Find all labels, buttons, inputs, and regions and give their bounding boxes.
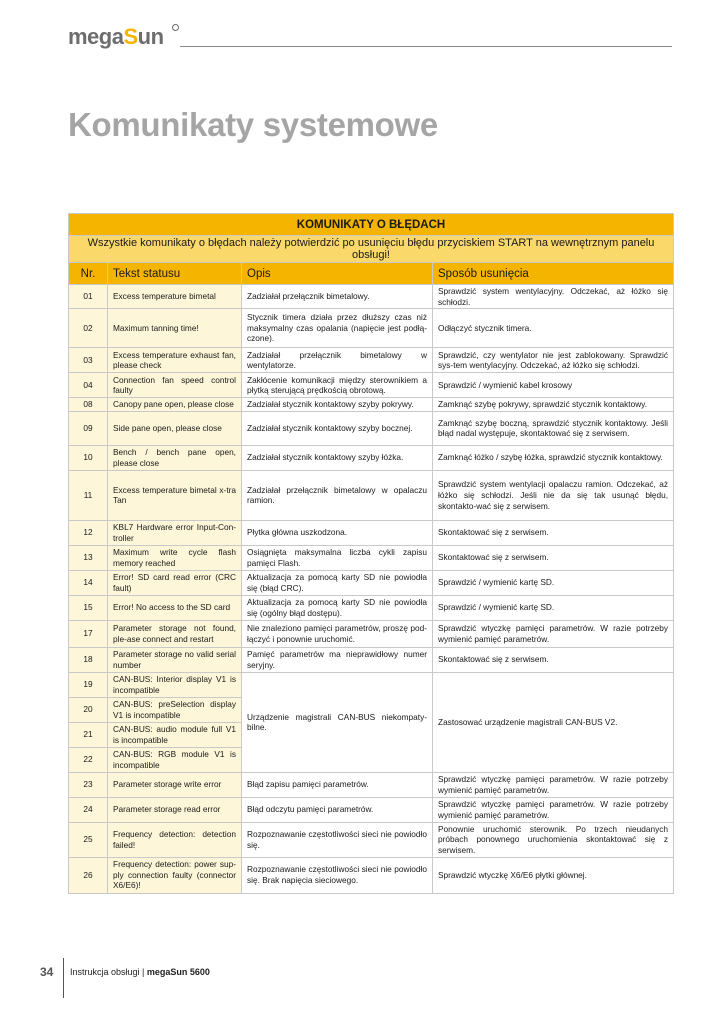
table-row <box>69 822 674 857</box>
row-nr: 26 <box>69 857 108 893</box>
row-fix: Skontaktować się z serwisem. <box>433 545 674 570</box>
row-status: CAN-BUS: RGB module V1 is incompatible <box>108 747 242 772</box>
row-nr: 21 <box>69 722 108 747</box>
footer-manual-label: Instrukcja obsługi | <box>70 967 147 977</box>
row-opis: Osiągnięta maksymalna liczba cykli zapisu pamięci Flash. <box>242 545 433 570</box>
error-messages-table <box>68 213 674 894</box>
header-divider <box>180 46 672 47</box>
row-status: Maximum write cycle flash memory reached <box>108 545 242 570</box>
row-opis: Nie znaleziono pamięci parametrów, proszę pod-łączyć i ponownie uruchomić. <box>242 620 433 647</box>
row-opis: Rozpoznawanie częstotliwości sieci nie powiodło się. <box>242 822 433 857</box>
row-fix: Sprawdzić, czy wentylator nie jest zablokowany. Sprawdzić sys-tem wentylacyjny. Odczekać, aż łóżko się schłodzi. <box>433 348 674 373</box>
table-row <box>69 348 674 373</box>
table-row <box>69 620 674 647</box>
table-row <box>69 772 674 797</box>
row-opis: Błąd zapisu pamięci parametrów. <box>242 772 433 797</box>
row-fix: Sprawdzić / wymienić kartę SD. <box>433 595 674 620</box>
table-row <box>69 857 674 893</box>
page-title: Komunikaty systemowe <box>68 106 438 143</box>
table-row <box>69 445 674 470</box>
row-nr: 14 <box>69 570 108 595</box>
column-header-opis: Opis <box>242 263 433 285</box>
row-status: Error! SD card read error (CRC fault) <box>108 570 242 595</box>
row-fix: Sprawdzić / wymienić kartę SD. <box>433 570 674 595</box>
row-status: Parameter storage not found, ple-ase connect and restart <box>108 620 242 647</box>
table-row <box>69 373 674 398</box>
row-nr: 23 <box>69 772 108 797</box>
row-nr: 25 <box>69 822 108 857</box>
table-title: KOMUNIKATY O BŁĘDACH <box>69 214 674 236</box>
row-opis: Stycznik timera działa przez dłuższy czas niż maksymalny czas opalania (napięcie jest podłą-czone). <box>242 309 433 348</box>
table-row <box>69 309 674 348</box>
row-fix: Skontaktować się z serwisem. <box>433 520 674 545</box>
logo-suffix: un <box>137 24 164 49</box>
row-fix: Sprawdzić wtyczkę pamięci parametrów. W razie potrzeby wymienić pamięć parametrów. <box>433 620 674 647</box>
row-opis: Zadziałał przełącznik bimetalowy w wentylatorze. <box>242 348 433 373</box>
row-nr: 09 <box>69 411 108 445</box>
row-status: Error! No access to the SD card <box>108 595 242 620</box>
footer-brand: megaSun 5600 <box>146 967 210 977</box>
row-nr: 15 <box>69 595 108 620</box>
row-nr: 10 <box>69 445 108 470</box>
row-fix: Sprawdzić system wentylacyjny. Odczekać, aż łóżko się schłodzi. <box>433 285 674 309</box>
table-row <box>69 797 674 822</box>
row-status: Connection fan speed control faulty <box>108 373 242 398</box>
table-subtitle: Wszystkie komunikaty o błędach należy potwierdzić po usunięciu błędu przyciskiem START na wewnętrznym panelu obsługi! <box>69 236 674 263</box>
table-row <box>69 285 674 309</box>
row-opis: Zadziałał przełącznik bimetalowy. <box>242 285 433 309</box>
row-status: Parameter storage read error <box>108 797 242 822</box>
footer-divider <box>63 958 64 998</box>
row-opis: Aktualizacja za pomocą karty SD nie powiodła się (błąd CRC). <box>242 570 433 595</box>
row-fix: Ponownie uruchomić sterownik. Po trzech nieudanych próbach ponownego uruchomienia skontaktować się z serwisem. <box>433 822 674 857</box>
row-nr: 18 <box>69 647 108 672</box>
table-row <box>69 595 674 620</box>
row-status: Side pane open, please close <box>108 411 242 445</box>
table-row <box>69 570 674 595</box>
row-nr: 17 <box>69 620 108 647</box>
row-nr: 03 <box>69 348 108 373</box>
row-status: Parameter storage no valid serial number <box>108 647 242 672</box>
table-row <box>69 411 674 445</box>
row-fix: Sprawdzić wtyczkę X6/E6 płytki głównej. <box>433 857 674 893</box>
column-header-status: Tekst statusu <box>108 263 242 285</box>
table-row <box>69 398 674 412</box>
row-status: Excess temperature bimetal x-tra Tan <box>108 470 242 520</box>
row-fix: Sprawdzić / wymienić kabel krosowy <box>433 373 674 398</box>
megasun-logo <box>68 24 164 50</box>
row-opis: Pamięć parametrów ma nieprawidłowy numer seryjny. <box>242 647 433 672</box>
row-status: KBL7 Hardware error Input-Con-troller <box>108 520 242 545</box>
row-status: Frequency detection: power sup-ply connection faulty (connector X6/E6)! <box>108 857 242 893</box>
registered-mark-icon <box>172 24 179 31</box>
row-status: Maximum tanning time! <box>108 309 242 348</box>
logo-s: S <box>123 24 138 49</box>
row-opis: Zadziałał stycznik kontaktowy szyby bocznej. <box>242 411 433 445</box>
row-opis: Rozpoznawanie częstotliwości sieci nie powiodło się. Brak napięcia sieciowego. <box>242 857 433 893</box>
row-status: Parameter storage write error <box>108 772 242 797</box>
row-nr: 02 <box>69 309 108 348</box>
row-opis: Aktualizacja za pomocą karty SD nie powiodła się (ogólny błąd dostępu). <box>242 595 433 620</box>
row-opis: Płytka główna uszkodzona. <box>242 520 433 545</box>
row-fix: Sprawdzić system wentylacji opalaczu ramion. Odczekać, aż łóżko się schłodzi. Jeśli nie da się tak usunąć błędu, skontakto-wać się z serwisem. <box>433 470 674 520</box>
row-status: CAN-BUS: preSelection display V1 is incompatible <box>108 697 242 722</box>
row-opis: Zadziałał stycznik kontaktowy szyby łóżka. <box>242 445 433 470</box>
table-row <box>69 647 674 672</box>
row-status: CAN-BUS: Interior display V1 is incompatible <box>108 672 242 697</box>
row-status: CAN-BUS: audio module full V1 is incompatible <box>108 722 242 747</box>
row-fix: Sprawdzić wtyczkę pamięci parametrów. W razie potrzeby wymienić pamięć parametrów. <box>433 772 674 797</box>
table-row <box>69 672 674 697</box>
row-nr: 13 <box>69 545 108 570</box>
table-row <box>69 470 674 520</box>
row-nr: 04 <box>69 373 108 398</box>
row-opis: Błąd odczytu pamięci parametrów. <box>242 797 433 822</box>
table-row <box>69 520 674 545</box>
row-fix: Odłączyć stycznik timera. <box>433 309 674 348</box>
canbus-opis: Urządzenie magistrali CAN-BUS niekompaty-bilne. <box>242 672 433 772</box>
row-status: Excess temperature bimetal <box>108 285 242 309</box>
column-header-nr: Nr. <box>69 263 108 285</box>
logo-prefix: mega <box>68 24 124 49</box>
error-messages-table-wrap <box>68 213 673 894</box>
row-opis: Zakłócenie komunikacji między sterownikiem a płytką sterującą prędkością obrotową. <box>242 373 433 398</box>
row-fix: Zamknąć szybę boczną, sprawdzić stycznik kontaktowy. Jeśli błąd nadal występuje, skontaktować się z serwisem. <box>433 411 674 445</box>
column-header-fix: Sposób usunięcia <box>433 263 674 285</box>
row-status: Excess temperature exhaust fan, please check <box>108 348 242 373</box>
row-fix: Zamknąć łóżko / szybę łóżka, sprawdzić stycznik kontaktowy. <box>433 445 674 470</box>
row-nr: 08 <box>69 398 108 412</box>
row-status: Frequency detection: detection failed! <box>108 822 242 857</box>
row-nr: 20 <box>69 697 108 722</box>
row-status: Bench / bench pane open, please close <box>108 445 242 470</box>
row-fix: Sprawdzić wtyczkę pamięci parametrów. W razie potrzeby wymienić pamięć parametrów. <box>433 797 674 822</box>
page-number: 34 <box>40 965 54 979</box>
row-nr: 24 <box>69 797 108 822</box>
row-fix: Zamknąć szybę pokrywy, sprawdzić stycznik kontaktowy. <box>433 398 674 412</box>
row-nr: 11 <box>69 470 108 520</box>
footer-caption <box>70 967 210 977</box>
row-nr: 22 <box>69 747 108 772</box>
table-row <box>69 545 674 570</box>
row-opis: Zadziałał stycznik kontaktowy szyby pokrywy. <box>242 398 433 412</box>
row-status: Canopy pane open, please close <box>108 398 242 412</box>
row-nr: 19 <box>69 672 108 697</box>
row-opis: Zadziałał przełącznik bimetalowy w opalaczu ramion. <box>242 470 433 520</box>
row-fix: Skontaktować się z serwisem. <box>433 647 674 672</box>
row-nr: 12 <box>69 520 108 545</box>
canbus-fix: Zastosować urządzenie magistrali CAN-BUS V2. <box>433 672 674 772</box>
row-nr: 01 <box>69 285 108 309</box>
